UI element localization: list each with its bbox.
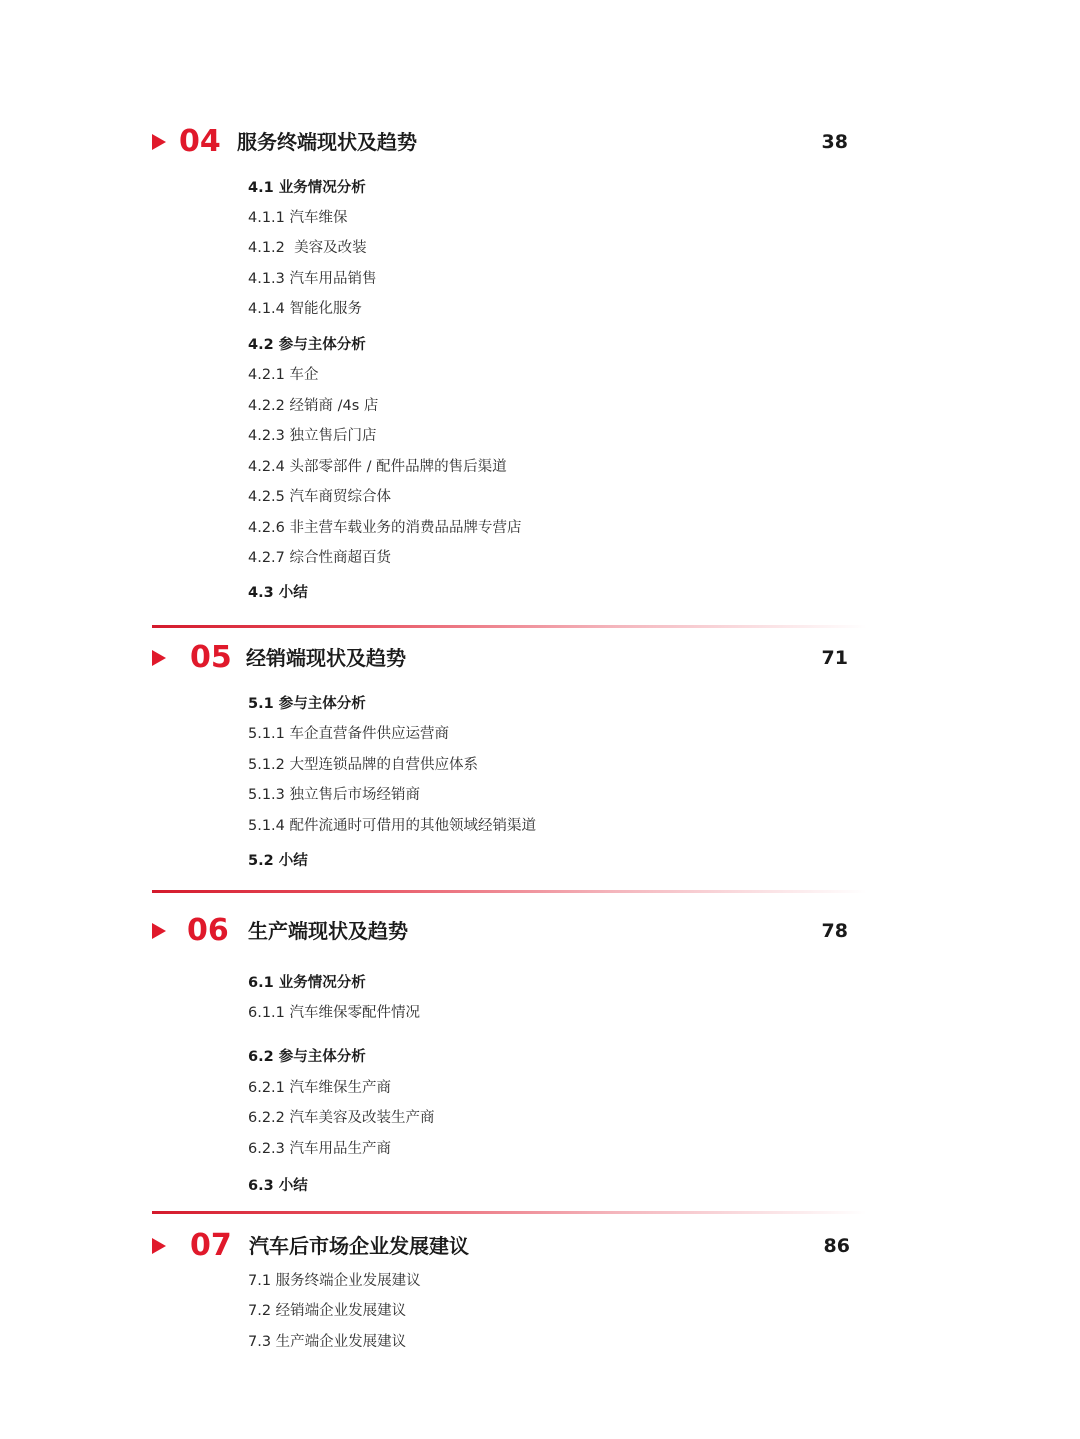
chapter-title: 生产端现状及趋势 (248, 919, 408, 943)
triangle-arrow-icon (152, 134, 166, 150)
toc-entry-4-1[interactable]: 4.1 业务情况分析 (248, 180, 366, 196)
toc-entry-6-2-3[interactable]: 6.2.3 汽车用品生产商 (248, 1141, 392, 1157)
toc-entry-4-2-2[interactable]: 4.2.2 经销商 /4s 店 (248, 398, 379, 414)
toc-entry-4-2-5[interactable]: 4.2.5 汽车商贸综合体 (248, 489, 392, 505)
toc-entry-7-2[interactable]: 7.2 经销端企业发展建议 (248, 1303, 407, 1319)
toc-entry-5-1-4[interactable]: 5.1.4 配件流通时可借用的其他领域经销渠道 (248, 818, 537, 834)
section-divider (152, 625, 867, 628)
chapter-page-number: 86 (823, 1235, 850, 1257)
chapter-number: 04 (179, 124, 221, 159)
chapter-number: 06 (187, 913, 229, 948)
toc-entry-6-1[interactable]: 6.1 业务情况分析 (248, 975, 366, 991)
triangle-arrow-icon (152, 923, 166, 939)
chapter-page-number: 71 (821, 647, 848, 669)
toc-entry-5-1-2[interactable]: 5.1.2 大型连锁品牌的自营供应体系 (248, 757, 479, 773)
toc-entry-6-2-1[interactable]: 6.2.1 汽车维保生产商 (248, 1080, 392, 1096)
toc-entry-6-2[interactable]: 6.2 参与主体分析 (248, 1049, 366, 1065)
toc-entry-4-2-4[interactable]: 4.2.4 头部零部件 / 配件品牌的售后渠道 (248, 459, 507, 475)
toc-entry-5-2[interactable]: 5.2 小结 (248, 853, 308, 869)
triangle-arrow-icon (152, 1238, 166, 1254)
chapter-heading-07[interactable] (0, 1226, 1080, 1266)
toc-entry-4-1-1[interactable]: 4.1.1 汽车维保 (248, 210, 348, 226)
toc-entry-7-3[interactable]: 7.3 生产端企业发展建议 (248, 1334, 407, 1350)
chapter-heading-06[interactable] (0, 911, 1080, 951)
chapter-title: 经销端现状及趋势 (246, 646, 406, 670)
section-divider (152, 890, 867, 893)
chapter-page-number: 78 (821, 920, 848, 942)
toc-entry-4-2-6[interactable]: 4.2.6 非主营车载业务的消费品品牌专营店 (248, 520, 522, 536)
chapter-title: 汽车后市场企业发展建议 (249, 1234, 469, 1258)
chapter-number: 05 (190, 640, 232, 675)
toc-entry-4-1-4[interactable]: 4.1.4 智能化服务 (248, 301, 363, 317)
triangle-arrow-icon (152, 650, 166, 666)
toc-entry-4-2[interactable]: 4.2 参与主体分析 (248, 337, 366, 353)
chapter-heading-05[interactable] (0, 638, 1080, 678)
toc-entry-4-2-1[interactable]: 4.2.1 车企 (248, 367, 319, 383)
toc-entry-6-3[interactable]: 6.3 小结 (248, 1178, 308, 1194)
toc-entry-7-1[interactable]: 7.1 服务终端企业发展建议 (248, 1273, 421, 1289)
toc-entry-6-2-2[interactable]: 6.2.2 汽车美容及改装生产商 (248, 1110, 435, 1126)
toc-entry-4-1-3[interactable]: 4.1.3 汽车用品销售 (248, 271, 377, 287)
toc-entry-5-1-1[interactable]: 5.1.1 车企直营备件供应运营商 (248, 726, 450, 742)
toc-entry-5-1-3[interactable]: 5.1.3 独立售后市场经销商 (248, 787, 421, 803)
toc-entry-6-1-1[interactable]: 6.1.1 汽车维保零配件情况 (248, 1005, 421, 1021)
toc-entry-4-2-3[interactable]: 4.2.3 独立售后门店 (248, 428, 377, 444)
chapter-page-number: 38 (821, 131, 848, 153)
toc-entry-5-1[interactable]: 5.1 参与主体分析 (248, 696, 366, 712)
toc-entry-4-1-2[interactable]: 4.1.2 美容及改装 (248, 240, 367, 256)
chapter-heading-04[interactable] (0, 122, 1080, 162)
chapter-number: 07 (190, 1228, 232, 1263)
chapter-title: 服务终端现状及趋势 (237, 130, 417, 154)
section-divider (152, 1211, 867, 1214)
toc-entry-4-3[interactable]: 4.3 小结 (248, 585, 308, 601)
toc-entry-4-2-7[interactable]: 4.2.7 综合性商超百货 (248, 550, 392, 566)
